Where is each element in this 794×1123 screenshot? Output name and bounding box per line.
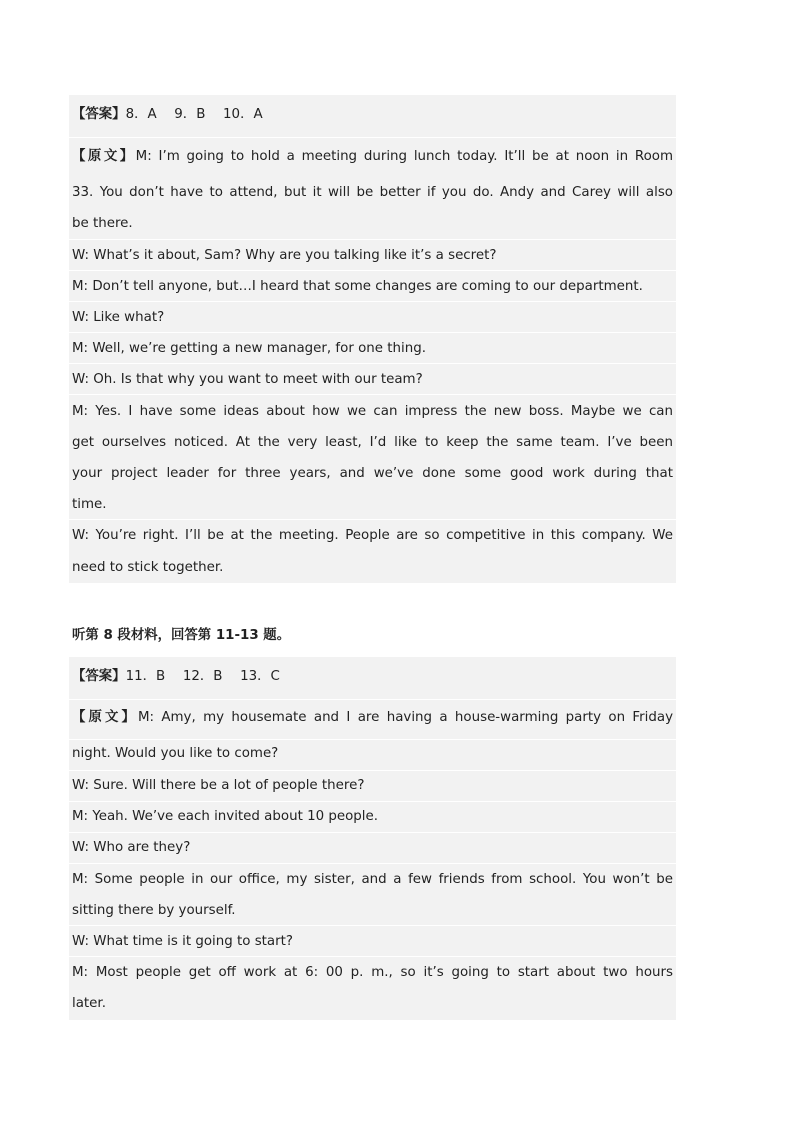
transcript-line: W: Sure. Will there be a lot of people there?	[72, 778, 365, 793]
answer-text: 8．A 9．B 10．A	[125, 107, 263, 122]
transcript-line: W: Like what?	[72, 310, 165, 325]
transcript-line: get ourselves noticed. At the very least, I’d like to keep the same team. I’ve been	[72, 435, 673, 450]
transcript-line: W: You’re right. I’ll be at the meeting. People are so competitive in this company. We	[72, 528, 673, 543]
transcript-line: 33. You don’t have to attend, but it will be better if you do. Andy and Carey will also	[72, 185, 673, 200]
transcript-block-2	[69, 657, 676, 1020]
source-label: 【原文】	[72, 710, 138, 725]
transcript-line: W: What’s it about, Sam? Why are you talking like it’s a secret?	[72, 248, 497, 263]
transcript-line: be there.	[72, 216, 133, 231]
transcript-line: M: Yes. I have some ideas about how we can impress the new boss. Maybe we can	[72, 404, 673, 419]
transcript-line: M: Don’t tell anyone, but…I heard that some changes are coming to our department.	[72, 279, 643, 294]
transcript-line: M: Yeah. We’ve each invited about 10 people.	[72, 809, 379, 824]
transcript-line: W: Oh. Is that why you want to meet with our team?	[72, 372, 423, 387]
transcript-line: M: Most people get off work at 6: 00 p. m., so it’s going to start about two hours	[72, 965, 673, 980]
transcript-line: need to stick together.	[72, 560, 224, 575]
transcript-line: sitting there by yourself.	[72, 903, 236, 918]
transcript-line: M: Some people in our office, my sister, and a few friends from school. You won’t be	[72, 872, 673, 887]
transcript-line: 【原文】M: Amy, my housemate and I are having a house-warming party on Friday	[72, 710, 674, 725]
answer-label: 【答案】	[72, 669, 126, 684]
transcript-line: night. Would you like to come?	[72, 746, 279, 761]
transcript-line: 【原文】M: I’m going to hold a meeting during lunch today. It’ll be at noon in Room	[72, 149, 674, 164]
answer-line	[72, 105, 673, 125]
answer-line	[72, 667, 673, 687]
answer-text: 11．B 12．B 13．C	[125, 669, 280, 684]
section-heading: 听第 8 段材料，回答第 11-13 题。	[72, 628, 291, 643]
answer-label: 【答案】	[72, 107, 126, 122]
source-label: 【原文】	[72, 149, 136, 164]
transcript-line: M: Well, we’re getting a new manager, for one thing.	[72, 341, 426, 356]
transcript-line: later.	[72, 996, 106, 1011]
transcript-line: your project leader for three years, and we’ve done some good work during that	[72, 466, 673, 481]
transcript-line: W: What time is it going to start?	[72, 934, 294, 949]
transcript-line: time.	[72, 497, 107, 512]
transcript-block-1	[69, 95, 676, 583]
transcript-line: W: Who are they?	[72, 840, 191, 855]
